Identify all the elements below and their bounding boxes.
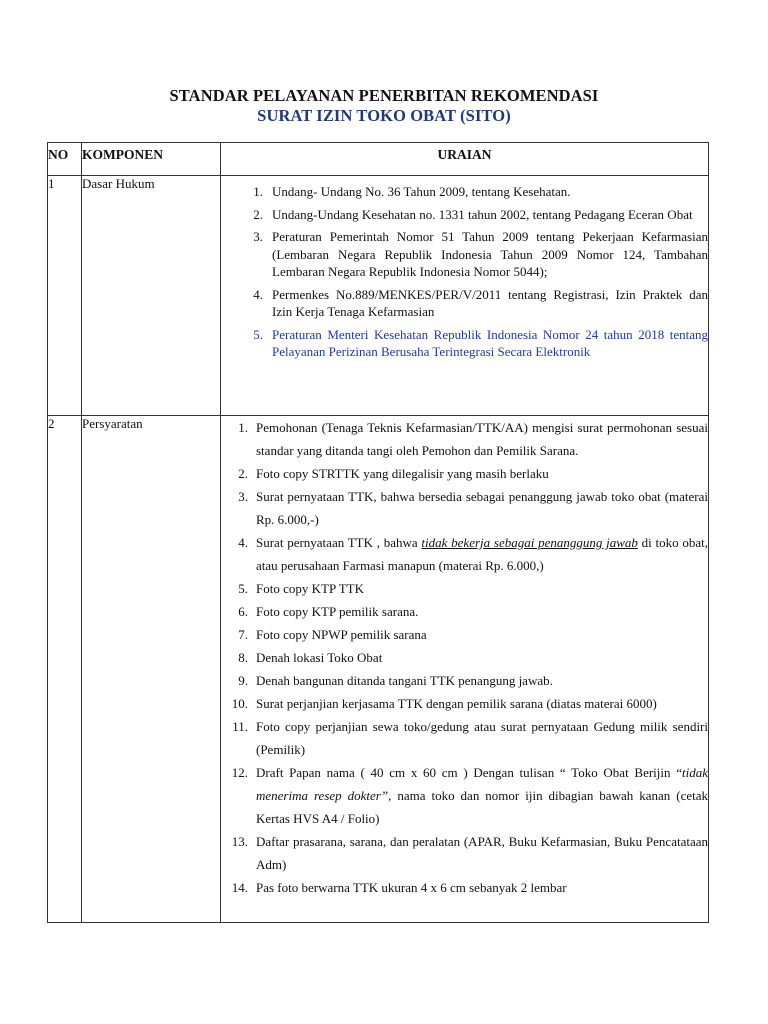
service-standard-table <box>47 142 709 923</box>
list-item-text: Surat perjanjian kerjasama TTK dengan pemilik sarana (diatas materai 6000) <box>256 696 657 711</box>
list-item-number: 9. <box>238 673 248 688</box>
list-item-text: Surat pernyataan TTK, bahwa bersedia sebagai penanggung jawab toko obat (materai Rp. 6.000,-) <box>256 489 708 527</box>
list-item-text: Undang-Undang Kesehatan no. 1331 tahun 2002, tentang Pedagang Eceran Obat <box>272 206 693 222</box>
list-item-text-emphasis: tidak bekerja sebagai penanggung jawab <box>421 535 638 550</box>
list-item-text: Peraturan Pemerintah Nomor 51 Tahun 2009 tentang Pekerjaan Kefarmasian (Lembaran Negara Republik Indonesia Tahun 2009 Nomor 124, Tambahan Lembaran Negara Republik Indonesia Nomor 5044); <box>272 229 708 279</box>
list-item-number: 8. <box>238 650 248 665</box>
list-item-text: Denah lokasi Toko Obat <box>256 650 383 665</box>
list-item <box>238 577 708 600</box>
list-item-number: 3. <box>253 229 263 244</box>
header-no: NO <box>48 143 82 176</box>
list-item-number: 4. <box>238 535 248 550</box>
list-item <box>238 600 708 623</box>
list-item-text: Pemohonan (Tenaga Teknis Kefarmasian/TTK/AA) mengisi surat permohonan sesuai standar yang ditanda tangi oleh Pemohon dan Pemilik Sarana. <box>256 420 708 458</box>
table-row <box>48 176 709 416</box>
list-item <box>231 876 708 899</box>
list-item-number: 3. <box>238 489 248 504</box>
list-item <box>238 485 708 531</box>
header-uraian: URAIAN <box>221 143 709 176</box>
row-uraian <box>221 416 709 923</box>
list-item-text: Pas foto berwarna TTK ukuran 4 x 6 cm sebanyak 2 lembar <box>256 880 567 895</box>
list-item <box>253 228 708 281</box>
table-header-row <box>48 143 709 176</box>
row-komponen: Persyaratan <box>82 416 221 923</box>
list-item <box>238 462 708 485</box>
list-item <box>238 416 708 462</box>
list-item-number: 12. <box>231 765 248 780</box>
list-item <box>253 206 708 224</box>
list-item <box>238 623 708 646</box>
list-item-number: 1. <box>238 420 248 435</box>
list-item-text: Foto copy KTP TTK <box>256 581 364 596</box>
list-item-text: Denah bangunan ditanda tangani TTK penangung jawab. <box>256 673 553 688</box>
row-komponen: Dasar Hukum <box>82 176 221 416</box>
dasar-hukum-list <box>221 176 708 361</box>
list-item-text: Permenkes No.889/MENKES/PER/V/2011 tentang Registrasi, Izin Praktek dan Izin Kerja Tenaga Kefarmasian <box>272 286 708 319</box>
list-item-number: 13. <box>231 834 248 849</box>
list-item-text-pre: Draft Papan nama ( 40 cm x 60 cm ) Dengan tulisan “ Toko Obat Berijin “ <box>256 765 682 780</box>
row-number: 1 <box>48 176 82 416</box>
list-item-number: 6. <box>238 604 248 619</box>
list-item-number: 5. <box>253 326 263 342</box>
list-item-text-post: di toko obat, atau perusahaan Farmasi manapun (materai Rp. 6.000,) <box>256 535 708 573</box>
list-item-text-emphasis: tidak menerima resep dokter” <box>256 765 708 803</box>
list-item-number: 2. <box>238 466 248 481</box>
list-item-text-post: , nama toko dan nomor ijin dibagian bawah kanan (cetak Kertas HVS A4 / Folio) <box>256 788 708 826</box>
row-number: 2 <box>48 416 82 923</box>
list-item-text: Foto copy KTP pemilik sarana. <box>256 604 419 619</box>
document-title: STANDAR PELAYANAN PENERBITAN REKOMENDASI <box>169 86 599 105</box>
list-item-number: 11. <box>232 719 248 734</box>
document-subtitle: SURAT IZIN TOKO OBAT (SITO) <box>257 106 511 125</box>
list-item <box>238 531 708 577</box>
list-item <box>231 761 708 830</box>
list-item-text: Foto copy perjanjian sewa toko/gedung atau surat pernyataan Gedung milik sendiri (Pemilik) <box>256 719 708 757</box>
list-item <box>232 715 708 761</box>
list-item <box>238 669 708 692</box>
list-item-text: Undang- Undang No. 36 Tahun 2009, tentang Kesehatan. <box>272 184 571 199</box>
list-item-number: 1. <box>253 184 263 199</box>
list-item-number: 4. <box>253 286 263 302</box>
list-item-text: Daftar prasarana, sarana, dan peralatan (APAR, Buku Kefarmasian, Buku Pencatataan Adm) <box>256 834 708 872</box>
list-item-number: 10. <box>231 696 248 711</box>
list-item-text-pre: Surat pernyataan TTK , bahwa <box>256 535 422 550</box>
list-item-text: Foto copy NPWP pemilik sarana <box>256 627 427 642</box>
list-item <box>231 830 708 876</box>
list-item-number: 14. <box>231 880 248 895</box>
header-komponen: KOMPONEN <box>82 143 221 176</box>
list-item-number: 5. <box>238 581 248 596</box>
row-uraian <box>221 176 709 416</box>
list-item <box>253 183 708 201</box>
list-item-number: 2. <box>253 206 263 222</box>
table-row <box>48 416 709 923</box>
list-item <box>231 692 708 715</box>
list-item <box>238 646 708 669</box>
list-item-text: Foto copy STRTTK yang dilegalisir yang masih berlaku <box>256 466 549 481</box>
list-item <box>253 326 708 361</box>
list-item-text: Peraturan Menteri Kesehatan Republik Indonesia Nomor 24 tahun 2018 tentang Pelayanan Perizinan Berusaha Terintegrasi Secara Elektronik <box>272 326 708 359</box>
persyaratan-list <box>221 416 708 899</box>
list-item <box>253 286 708 321</box>
list-item-number: 7. <box>238 627 248 642</box>
